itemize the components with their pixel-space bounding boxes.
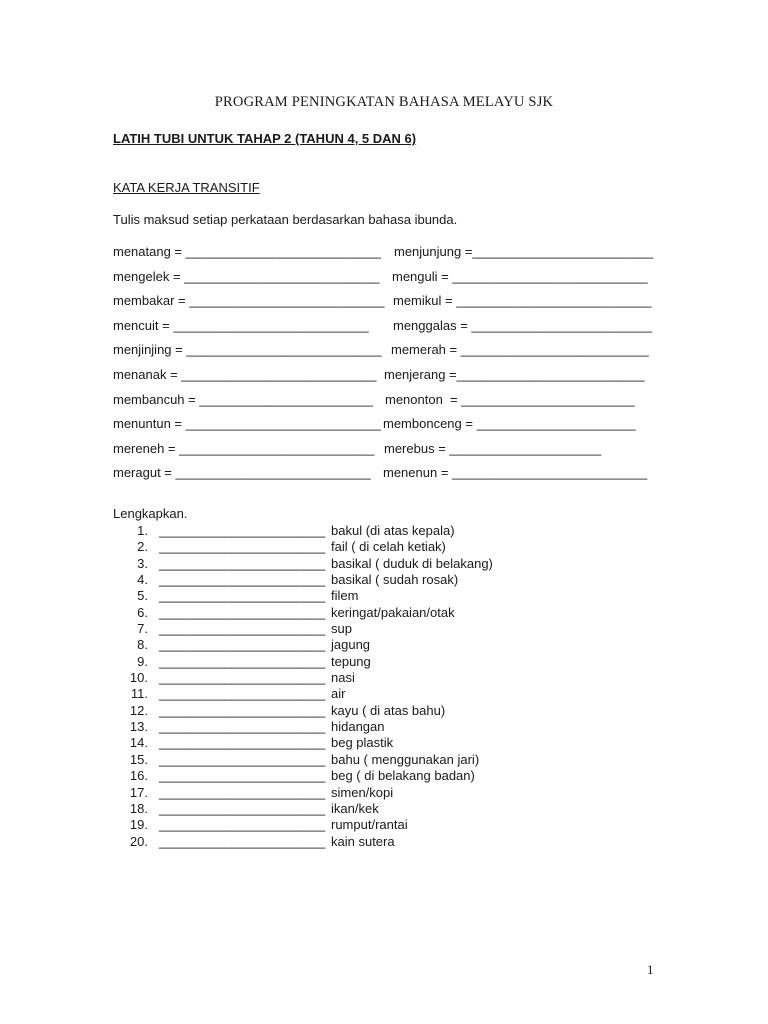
vocab-right-entry: memikul = ___________________________ (393, 293, 652, 309)
item-number: 19. (129, 817, 148, 833)
vocab-row (113, 269, 673, 294)
section-heading-transitive-verbs: KATA KERJA TRANSITIF (113, 180, 260, 195)
item-object: keringat/pakaian/otak (331, 604, 455, 620)
answer-blank: _______________________ (159, 719, 326, 735)
item-object: basikal ( duduk di belakang) (331, 555, 493, 571)
item-number: 18. (129, 800, 148, 816)
answer-blank: _______________________ (159, 702, 326, 718)
document-subtitle: LATIH TUBI UNTUK TAHAP 2 (TAHUN 4, 5 DAN 6) (113, 131, 417, 146)
item-number: 3. (137, 555, 148, 571)
item-number: 9. (137, 653, 148, 669)
item-object: hidangan (331, 719, 385, 735)
vocab-right-entry: membonceng = ______________________ (383, 416, 636, 432)
answer-blank: _______________________ (159, 784, 326, 800)
instruction-text: Tulis maksud setiap perkataan berdasarkan bahasa ibunda. (113, 212, 458, 227)
vocab-right-entry: menggalas = _________________________ (393, 317, 653, 333)
answer-blank: _______________________ (159, 817, 326, 833)
vocab-right-entry: merebus = _____________________ (384, 440, 602, 456)
vocab-right-entry: menjerang =__________________________ (384, 366, 645, 382)
vocab-right-entry: menguli = ___________________________ (392, 268, 648, 284)
vocab-row (113, 293, 673, 318)
item-number: 20. (129, 833, 148, 849)
answer-blank: _______________________ (159, 735, 326, 751)
item-number: 6. (137, 604, 148, 620)
item-number: 4. (137, 572, 148, 588)
item-object: kain sutera (331, 833, 395, 849)
item-object: beg plastik (331, 735, 394, 751)
item-object: sup (331, 621, 352, 637)
vocab-left-entry: meragut = ___________________________ (113, 465, 371, 481)
vocab-row (113, 342, 673, 367)
item-number: 1. (137, 523, 148, 538)
item-number: 2. (137, 539, 148, 555)
vocab-left-entry: membakar = ___________________________ (113, 293, 385, 309)
item-object: air (331, 686, 346, 702)
vocab-left-entry: mencuit = ___________________________ (113, 317, 369, 333)
item-object: filem (331, 588, 359, 604)
vocab-left-entry: membancuh = ________________________ (113, 391, 373, 407)
answer-blank: _______________________ (159, 800, 326, 816)
vocab-row (113, 416, 673, 441)
item-object: ikan/kek (331, 800, 379, 816)
answer-blank: _______________________ (159, 555, 326, 571)
vocab-left-entry: menuntun = ___________________________ (113, 416, 381, 432)
vocab-row (113, 392, 673, 417)
item-number: 11. (130, 686, 148, 702)
answer-blank: _______________________ (159, 572, 326, 588)
answer-blank: _______________________ (159, 751, 326, 767)
item-number: 12. (129, 702, 148, 718)
vocab-right-entry: menenun = ___________________________ (383, 465, 648, 481)
item-number: 10. (129, 670, 148, 686)
vocab-right-entry: memerah = __________________________ (391, 342, 649, 358)
item-object: rumput/rantai (331, 817, 408, 833)
item-number: 7. (137, 621, 148, 637)
answer-blank: _______________________ (159, 653, 326, 669)
section-heading-complete: Lengkapkan. (113, 506, 188, 521)
item-object: bakul (di atas kepala) (331, 523, 455, 538)
item-number: 14. (129, 735, 148, 751)
item-number: 8. (137, 637, 148, 653)
item-object: fail ( di celah ketiak) (331, 539, 446, 555)
vocab-row (113, 244, 673, 269)
answer-blank: _______________________ (159, 523, 326, 538)
vocab-row (113, 441, 673, 466)
item-object: tepung (331, 653, 371, 669)
answer-blank: _______________________ (159, 621, 326, 637)
vocab-row (113, 367, 673, 392)
item-object: bahu ( menggunakan jari) (331, 751, 480, 767)
vocab-right-entry: menjunjung =_________________________ (394, 244, 654, 259)
answer-blank: _______________________ (159, 637, 326, 653)
item-object: jagung (331, 637, 371, 653)
answer-blank: _______________________ (159, 686, 326, 702)
vocab-left-entry: menanak = ___________________________ (113, 366, 377, 382)
vocabulary-table (113, 244, 673, 490)
vocab-right-entry: menonton = ________________________ (385, 391, 635, 407)
item-number: 13. (129, 719, 148, 735)
answer-blank: _______________________ (159, 588, 326, 604)
vocab-row (113, 318, 673, 343)
vocab-left-entry: mereneh = ___________________________ (113, 440, 375, 456)
item-object: kayu ( di atas bahu) (331, 702, 446, 718)
item-object: nasi (331, 670, 355, 686)
item-number: 17. (129, 784, 148, 800)
answer-blank: _______________________ (159, 833, 326, 849)
vocab-row (113, 465, 673, 490)
answer-blank: _______________________ (159, 768, 326, 784)
item-number: 15. (129, 751, 148, 767)
vocab-left-entry: menjinjing = ___________________________ (113, 342, 382, 358)
item-object: basikal ( sudah rosak) (331, 572, 459, 588)
answer-blank: _______________________ (159, 539, 326, 555)
vocab-left-entry: mengelek = ___________________________ (113, 268, 380, 284)
item-number: 5. (137, 588, 148, 604)
page-number: 1 (647, 962, 654, 977)
item-number: 16. (129, 768, 148, 784)
vocab-left-entry: menatang = ___________________________ (113, 244, 381, 259)
answer-blank: _______________________ (159, 670, 326, 686)
item-object: simen/kopi (331, 784, 394, 800)
document-title: PROGRAM PENINGKATAN BAHASA MELAYU SJK (214, 94, 554, 110)
item-object: beg ( di belakang badan) (331, 768, 475, 784)
answer-blank: _______________________ (159, 604, 326, 620)
